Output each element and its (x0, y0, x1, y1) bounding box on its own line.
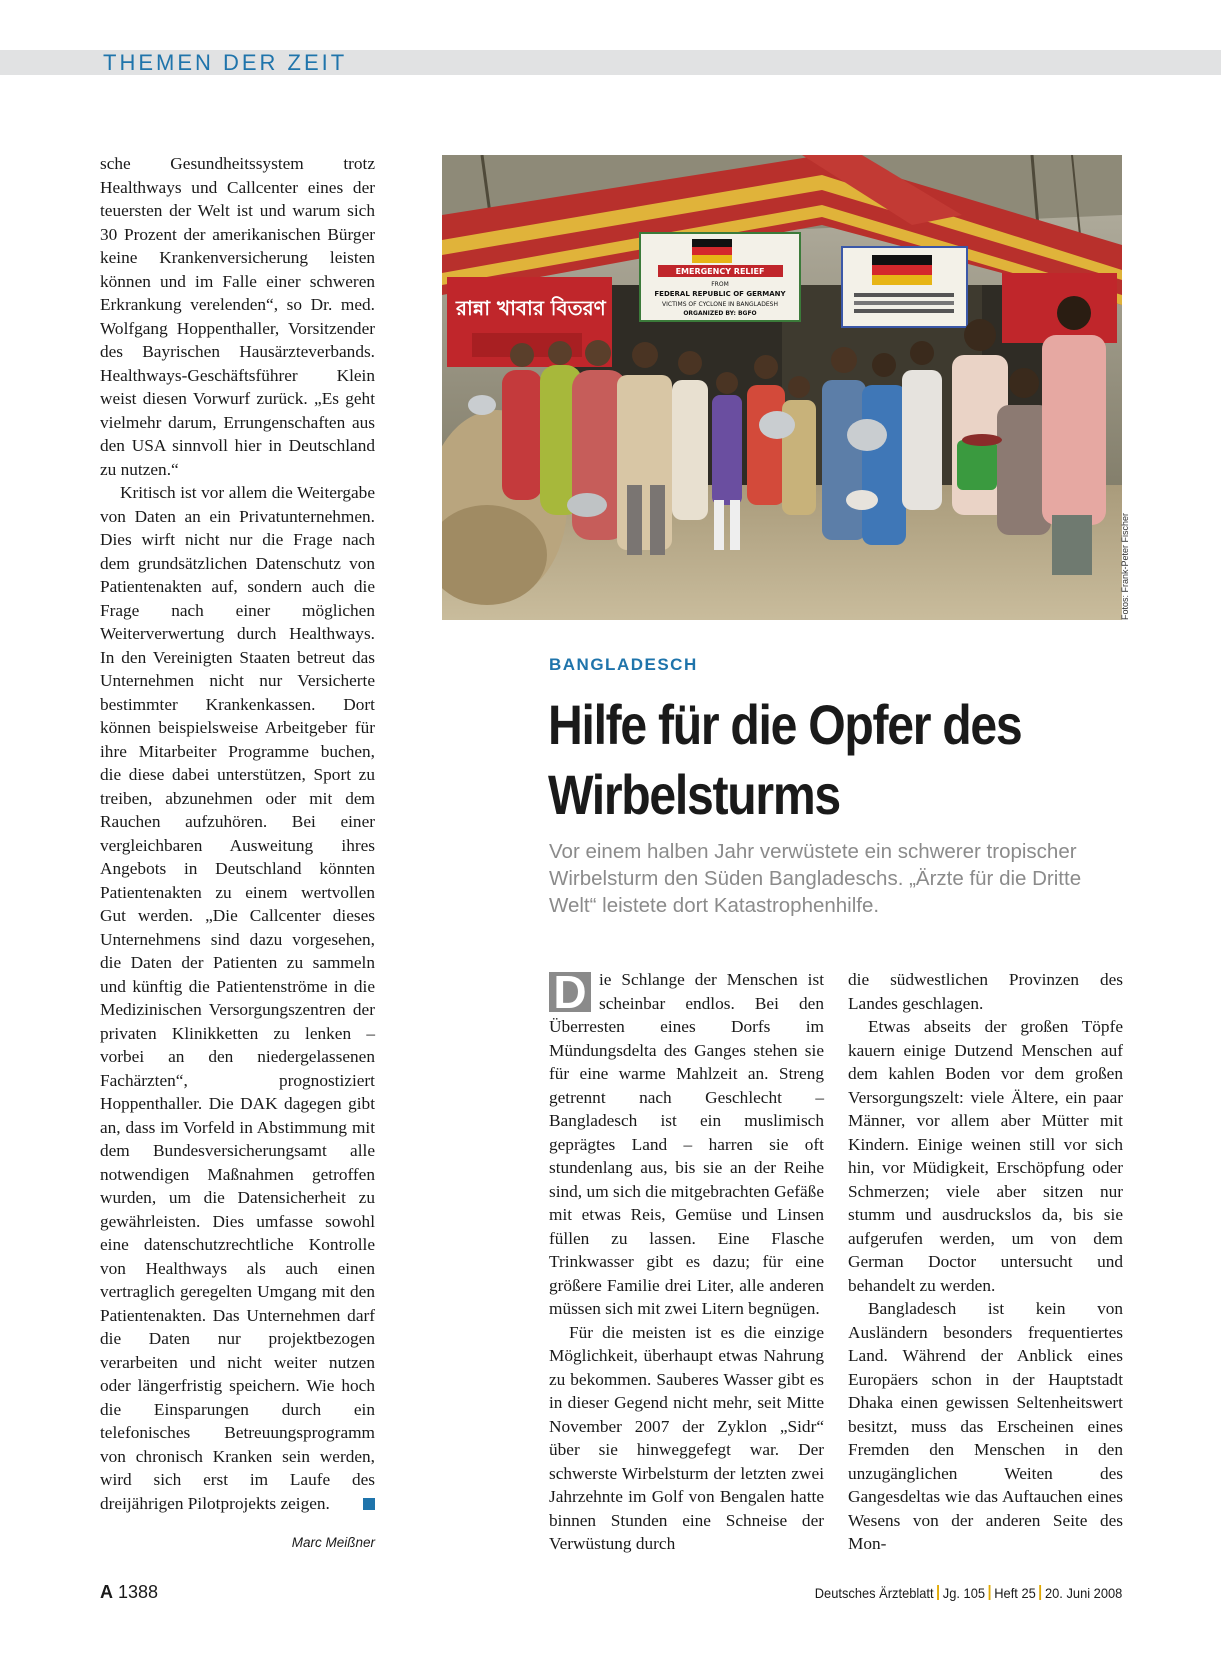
right-column (848, 968, 1123, 1556)
end-mark-icon (363, 1498, 375, 1510)
right-paragraph-3: Bangladesch ist kein von Ausländern besonders frequentiertes Land. Während der Anblick eines Europäers schon in der Hauptstadt Dhaka einen gewissen Seltenheitswert besitzt, muss das Erscheinen eines Fremden den Menschen in den unzugänglichen Weiten des Gangesdeltas wie das Auftauchen eines Wesens von der anderen Seite des Mon- (848, 1299, 1123, 1553)
page-prefix: A (100, 1582, 113, 1602)
left-paragraph-2-text: Kritisch ist vor allem die Weitergabe von Daten an ein Privatunternehmen. Dies wirft nicht nur die Frage nach dem grundsätzlichen Datenschutz von Patientenakten auf, sondern auch die Frage nach einer möglichen Weiterverwertung durch Healthways. In den Vereinigten Staaten betreut das Unternehmen nicht nur Versicherte bestimmter Krankenkassen. Dort können beispielsweise Arbeitgeber für ihre Mitarbeiter Programme buchen, die diese dabei unterstützen, Sport zu treiben, abzunehmen oder mit dem Rauchen aufzuhören. Bei einer vergleichbaren Ausweitung ihres Angebots in Deutschland könnten Patientenakten zu einem wertvollen Gut werden. „Die Callcenter dieses Unternehmens sind dazu vorgesehen, die Daten der Patienten zu sammeln und künftig die Patientenströme in die Medizinischen Versorgungszentren der privaten Klinikketten zu lenken – vorbei an den niedergelassenen Fachärzten“, prognostiziert Hoppenthaller. Die DAK dagegen gibt an, dass im Vorfeld in Abstimmung mit dem Bundesversicherungsamt alle notwendigen Maßnahmen getroffen wurden, um die Datensicherheit zu gewährleisten. Dies umfasse sowohl eine datenschutzrechtliche Kontrolle von Healthways als auch einen vertraglich geregelten Umgang mit den Patientenakten. Das Unternehmen darf die Daten nur projektbezogen verarbeiten und nicht weiter nutzen oder längerfristig speichern. Wie hoch die Einsparungen durch ein telefonisches Betreuungsprogramm von chronisch Kranken sein werden, wird sich erst im Laufe des dreijährigen Pilotprojekts zeigen. (100, 483, 375, 1513)
left-column (100, 152, 375, 1515)
separator (988, 1585, 990, 1600)
article-headline: Hilfe für die Opfer des Wirbelsturms (548, 693, 1022, 826)
photo-credit: Fotos: Frank-Peter Fischer (1120, 512, 1130, 620)
left-paragraph-1: sche Gesundheitssystem trotz Healthways und Callcenter eines der teuersten der Welt ist und warum sich 30 Prozent der amerikanischen Bürger keine Krankenversicherung leisten können und im Falle einer schweren Erkrankung verelenden“, so Dr. med. Wolfgang Hoppenthaller, Vorsitzender des Bayrischen Hausärzteverbands. Healthways-Geschäftsführer Klein weist diesen Vorwurf zurück. „Es geht vielmehr darum, Errungenschaften aus den USA sinnvoll hier in Deutschland zu nutzen.“ (100, 154, 375, 479)
mid-paragraph-2: Für die meisten ist es die einzige Möglichkeit, überhaupt etwas Nahrung zu bekommen. Sauberes Wasser gibt es in dieser Gegend nicht mehr, seit Mitte November 2007 der Zyklon „Sidr“ über sie hinweggefegt war. Der schwerste Wirbelsturm der letzten zwei Jahrzehnte im Golf von Bengalen hatte binnen Stunden eine Schneise der Verwüstung durch (549, 1322, 824, 1553)
sign-line-2: FROM (711, 281, 729, 288)
dropcap: D (549, 972, 591, 1012)
section-label: THEMEN DER ZEIT (103, 50, 348, 75)
journal-volume: Jg. 105 (942, 1585, 985, 1601)
article-photo (442, 155, 1122, 620)
sign-line-5: ORGANIZED BY: BGFO (683, 310, 757, 317)
sign-line-3: FEDERAL REPUBLIC OF GERMANY (654, 290, 786, 298)
article-kicker: BANGLADESCH (549, 655, 698, 674)
middle-column (549, 968, 824, 1556)
footer-citation (814, 1585, 1122, 1601)
sign-line-1: EMERGENCY RELIEF (675, 267, 765, 276)
banner-left-text: রান্না খাবার বিতরণ (456, 296, 606, 320)
right-paragraph-2: Etwas abseits der großen Töpfe kauern einige Dutzend Menschen auf dem kahlen Boden vor dem großen Versorgungszelt: viele Ältere, ein paar Männer, vor allem aber Mütter mit Kindern. Einige weinen still vor sich hin, vor Müdigkeit, Erschöpfung oder Schmerzen; viele aber sitzen nur stumm und ausdruckslos da, bis sie aufgerufen werden, um von dem German Doctor untersucht und behandelt zu werden. (848, 1017, 1123, 1295)
left-paragraph-2 (100, 481, 375, 1515)
journal-date: 20. Juni 2008 (1044, 1585, 1122, 1601)
page-number (100, 1582, 158, 1603)
page-number-value: 1388 (118, 1582, 159, 1602)
author-byline: Marc Meißner (291, 1535, 375, 1550)
separator (1039, 1585, 1041, 1600)
sign-line-4: VICTIMS OF CYCLONE IN BANGLADESH (662, 301, 778, 308)
mid-paragraph-1-text: ie Schlange der Menschen ist scheinbar endlos. Bei den Überresten eines Dorfs im Mündungsdelta des Ganges stehen sie für eine warme Mahlzeit an. Streng getrennt nach Geschlecht – Bangladesch ist ein muslimisch geprägtes Land – harren sie oft stundenlang aus, bis sie an der Reihe sind, um sich die mitgebrachten Gefäße mit etwas Reis, Gemüse und Linsen füllen zu lassen. Eine Flasche Trinkwasser gibt es dazu; für eine größere Familie drei Liter, alle anderen müssen sich mit zwei Litern begnügen. (549, 970, 824, 1318)
right-paragraph-1: die südwestlichen Provinzen des Landes geschlagen. (848, 970, 1123, 1013)
journal-name: Deutsches Ärzteblatt (814, 1585, 934, 1601)
mid-paragraph-1 (549, 968, 824, 1321)
article-deck: Vor einem halben Jahr verwüstete ein schwerer tropischer Wirbelsturm den Süden Bangladeschs. „Ärzte für die Dritte Welt“ leistete dort Katastrophenhilfe. (549, 840, 1082, 917)
separator (937, 1585, 939, 1600)
journal-issue: Heft 25 (993, 1585, 1036, 1601)
